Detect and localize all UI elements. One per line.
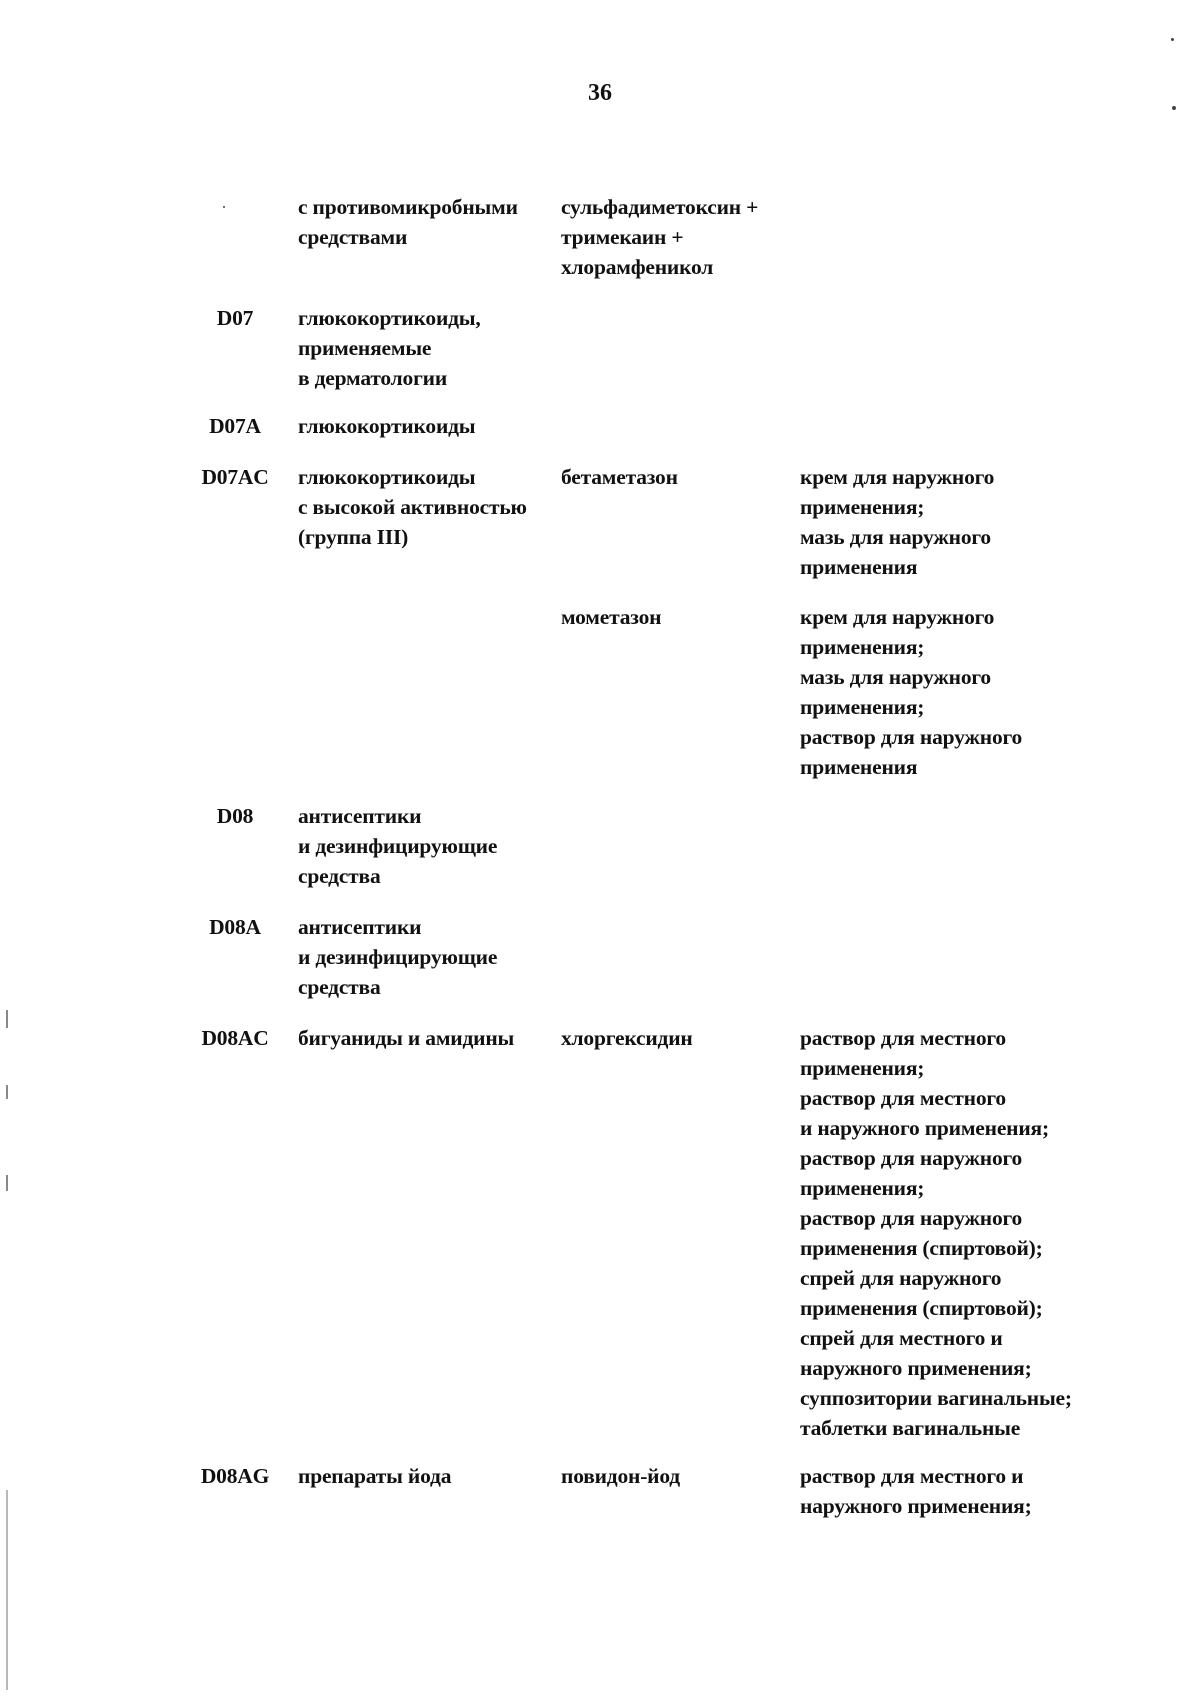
atc-code: D08AC <box>201 1026 269 1050</box>
page-number: 36 <box>588 80 612 106</box>
atc-code: D07 <box>216 306 254 330</box>
group-name: глюкокортикоиды с высокой активностью (группа III) <box>298 465 527 549</box>
scan-edge-mark <box>6 1490 8 1690</box>
scan-speck <box>1172 106 1176 110</box>
scan-edge-mark <box>6 1175 8 1191</box>
drug-name: мометазон <box>561 605 662 629</box>
atc-code: D08AG <box>200 1464 270 1488</box>
atc-code: D07AC <box>201 465 269 489</box>
atc-code: D08A <box>209 915 261 939</box>
scan-speck <box>223 206 225 208</box>
group-name: глюкокортикоиды <box>298 414 476 438</box>
group-name: антисептики и дезинфицирующие средства <box>298 804 498 888</box>
dosage-forms: крем для наружного применения; мазь для наружного применения <box>800 465 995 579</box>
group-name: препараты йода <box>298 1464 452 1488</box>
group-name: антисептики и дезинфицирующие средства <box>298 915 498 999</box>
scan-edge-mark <box>6 1010 8 1028</box>
atc-code: D07A <box>209 414 261 438</box>
group-name: с противомикробными средствами <box>298 195 518 249</box>
dosage-forms: раствор для местного применения; раствор для местного и наружного применения; раствор для наружного применения; раствор для наружного применения (спиртовой); спрей для наружного применения (спиртовой); спрей для местного и наружного применения; суппозитории вагинальные; таблетки вагинальные <box>800 1026 1072 1440</box>
atc-code: D08 <box>216 804 254 828</box>
group-name: бигуаниды и амидины <box>298 1026 515 1050</box>
drug-name: повидон-йод <box>561 1464 680 1488</box>
scan-speck <box>1171 38 1174 41</box>
scan-edge-mark <box>6 1085 8 1099</box>
group-name: глюкокортикоиды, применяемые в дерматологии <box>298 306 481 390</box>
drug-name: бетаметазон <box>561 465 678 489</box>
dosage-forms: раствор для местного и наружного применения; <box>800 1464 1032 1518</box>
drug-name: хлоргексидин <box>561 1026 693 1050</box>
dosage-forms: крем для наружного применения; мазь для наружного применения; раствор для наружного применения <box>800 605 1023 779</box>
drug-name: сульфадиметоксин + тримекаин + хлорамфеникол <box>561 195 759 279</box>
